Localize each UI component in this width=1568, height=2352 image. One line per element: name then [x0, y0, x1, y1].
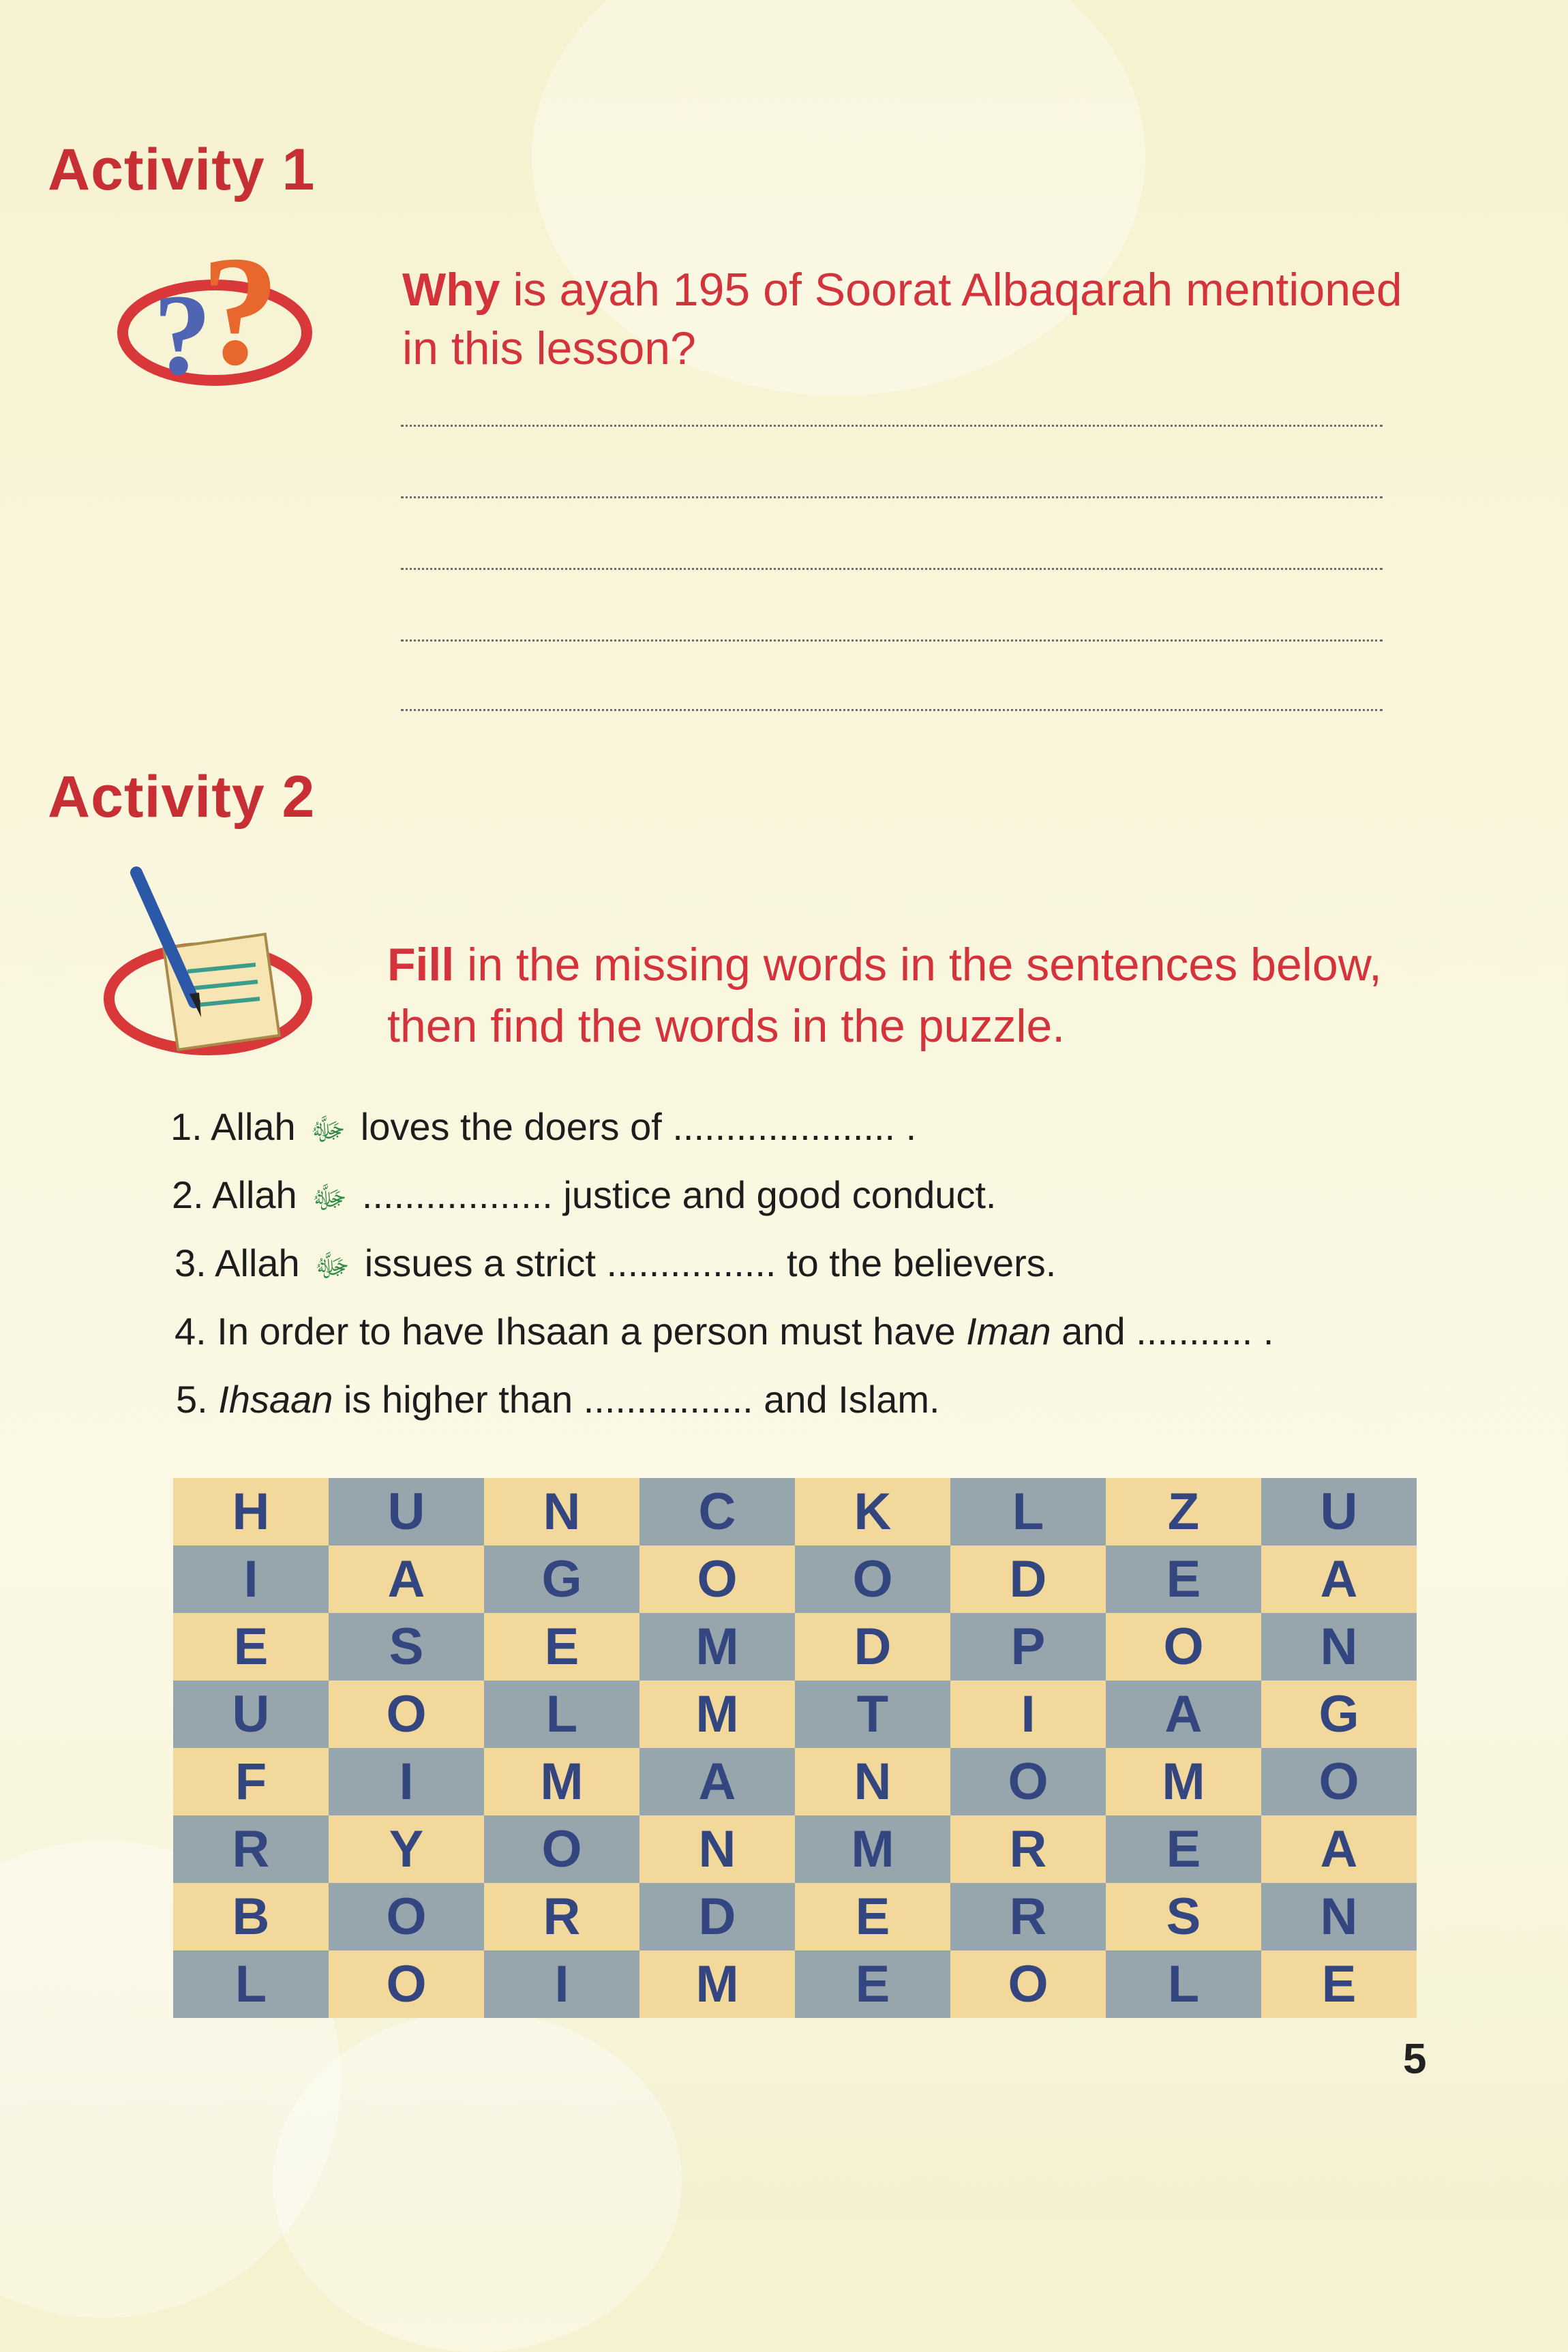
- puzzle-cell[interactable]: R: [484, 1883, 639, 1950]
- puzzle-cell[interactable]: L: [950, 1478, 1106, 1546]
- answer-line[interactable]: [401, 709, 1383, 711]
- puzzle-cell[interactable]: A: [1106, 1680, 1261, 1748]
- puzzle-cell[interactable]: M: [484, 1748, 639, 1815]
- puzzle-cell[interactable]: L: [484, 1680, 639, 1748]
- puzzle-cell[interactable]: Z: [1106, 1478, 1261, 1546]
- puzzle-cell[interactable]: B: [173, 1883, 329, 1950]
- puzzle-cell[interactable]: O: [950, 1748, 1106, 1815]
- puzzle-cell[interactable]: R: [950, 1883, 1106, 1950]
- puzzle-cell[interactable]: I: [173, 1546, 329, 1613]
- sentence-3: [175, 1241, 1056, 1292]
- activity-2-title: Activity 2: [48, 764, 316, 830]
- background-cloud: [273, 2011, 682, 2352]
- puzzle-cell[interactable]: E: [1106, 1815, 1261, 1883]
- puzzle-cell[interactable]: A: [639, 1748, 795, 1815]
- page-number: 5: [1403, 2036, 1427, 2083]
- puzzle-cell[interactable]: O: [639, 1546, 795, 1613]
- puzzle-cell[interactable]: U: [1261, 1478, 1417, 1546]
- puzzle-cell[interactable]: K: [795, 1478, 950, 1546]
- puzzle-cell[interactable]: S: [329, 1613, 484, 1680]
- puzzle-cell[interactable]: E: [795, 1950, 950, 2018]
- activity-1-title: Activity 1: [48, 137, 316, 202]
- puzzle-cell[interactable]: A: [329, 1546, 484, 1613]
- puzzle-cell[interactable]: G: [1261, 1680, 1417, 1748]
- honorific-glyph: ﷻ: [314, 1248, 350, 1283]
- honorific-glyph: ﷻ: [310, 1111, 346, 1147]
- sentence-number: 5.: [176, 1378, 219, 1421]
- puzzle-cell[interactable]: I: [329, 1748, 484, 1815]
- puzzle-cell[interactable]: M: [639, 1613, 795, 1680]
- puzzle-cell[interactable]: M: [795, 1815, 950, 1883]
- puzzle-cell[interactable]: R: [950, 1815, 1106, 1883]
- puzzle-cell[interactable]: I: [950, 1680, 1106, 1748]
- sentence-2: [172, 1173, 997, 1224]
- puzzle-cell[interactable]: O: [1261, 1748, 1417, 1815]
- puzzle-cell[interactable]: N: [795, 1748, 950, 1815]
- puzzle-cell[interactable]: O: [795, 1546, 950, 1613]
- puzzle-cell[interactable]: U: [329, 1478, 484, 1546]
- svg-text:?: ?: [153, 271, 211, 399]
- answer-line[interactable]: [401, 425, 1383, 427]
- puzzle-cell[interactable]: D: [795, 1613, 950, 1680]
- puzzle-cell[interactable]: U: [173, 1680, 329, 1748]
- puzzle-cell[interactable]: O: [329, 1950, 484, 2018]
- puzzle-cell[interactable]: E: [795, 1883, 950, 1950]
- puzzle-cell[interactable]: M: [1106, 1748, 1261, 1815]
- sentence-text: and ........... .: [1051, 1310, 1274, 1353]
- sentence-text: loves the doers of ..................... .: [350, 1105, 917, 1148]
- puzzle-cell[interactable]: I: [484, 1950, 639, 2018]
- sentence-1: [170, 1104, 916, 1156]
- puzzle-cell[interactable]: E: [484, 1613, 639, 1680]
- puzzle-cell[interactable]: E: [173, 1613, 329, 1680]
- instruction-text: in the missing words in the sentences below, then find the words in the puzzle.: [387, 939, 1382, 1052]
- puzzle-cell[interactable]: S: [1106, 1883, 1261, 1950]
- puzzle-cell[interactable]: M: [639, 1950, 795, 2018]
- puzzle-cell[interactable]: L: [1106, 1950, 1261, 2018]
- puzzle-cell[interactable]: A: [1261, 1546, 1417, 1613]
- honorific-glyph: ﷻ: [312, 1179, 348, 1215]
- svg-text:?: ?: [201, 224, 280, 397]
- puzzle-cell[interactable]: N: [484, 1478, 639, 1546]
- question-marks-icon: [112, 217, 317, 401]
- sentence-text: is higher than ................ and Islam.: [333, 1378, 940, 1421]
- sentence-text: 3. Allah: [175, 1241, 311, 1284]
- puzzle-cell[interactable]: D: [639, 1883, 795, 1950]
- puzzle-cell[interactable]: C: [639, 1478, 795, 1546]
- puzzle-cell[interactable]: N: [1261, 1883, 1417, 1950]
- sentence-4: [175, 1309, 1273, 1353]
- puzzle-cell[interactable]: N: [639, 1815, 795, 1883]
- answer-line[interactable]: [401, 568, 1383, 570]
- puzzle-cell[interactable]: O: [1106, 1613, 1261, 1680]
- pen-paper-icon: [99, 866, 324, 1070]
- activity-2-instruction: [387, 934, 1410, 1057]
- puzzle-cell[interactable]: O: [484, 1815, 639, 1883]
- puzzle-cell[interactable]: G: [484, 1546, 639, 1613]
- puzzle-cell[interactable]: M: [639, 1680, 795, 1748]
- word-search-grid[interactable]: [173, 1478, 1417, 2018]
- puzzle-cell[interactable]: E: [1106, 1546, 1261, 1613]
- answer-line[interactable]: [401, 639, 1383, 642]
- sentence-italic: Ihsaan: [218, 1378, 333, 1421]
- sentence-text: issues a strict ................ to the believers.: [354, 1241, 1057, 1284]
- sentence-text: 2. Allah: [172, 1173, 308, 1216]
- sentence-5: [176, 1377, 940, 1421]
- puzzle-cell[interactable]: H: [173, 1478, 329, 1546]
- puzzle-cell[interactable]: E: [1261, 1950, 1417, 2018]
- puzzle-cell[interactable]: A: [1261, 1815, 1417, 1883]
- activity-1-question: [402, 260, 1425, 378]
- instruction-lead: Fill: [387, 939, 455, 991]
- question-lead: Why: [402, 264, 500, 316]
- sentence-text: 1. Allah: [170, 1105, 307, 1148]
- puzzle-cell[interactable]: Y: [329, 1815, 484, 1883]
- puzzle-cell[interactable]: L: [173, 1950, 329, 2018]
- puzzle-cell[interactable]: D: [950, 1546, 1106, 1613]
- puzzle-cell[interactable]: F: [173, 1748, 329, 1815]
- sentence-italic: Iman: [966, 1310, 1051, 1353]
- puzzle-cell[interactable]: R: [173, 1815, 329, 1883]
- puzzle-cell[interactable]: O: [329, 1680, 484, 1748]
- puzzle-cell[interactable]: P: [950, 1613, 1106, 1680]
- question-text: is ayah 195 of Soorat Albaqarah mentioned in this lesson?: [402, 264, 1402, 374]
- sentence-text: 4. In order to have Ihsaan a person must have: [175, 1310, 967, 1353]
- puzzle-cell[interactable]: N: [1261, 1613, 1417, 1680]
- answer-line[interactable]: [401, 496, 1383, 498]
- puzzle-cell[interactable]: O: [329, 1883, 484, 1950]
- puzzle-cell[interactable]: T: [795, 1680, 950, 1748]
- puzzle-cell[interactable]: O: [950, 1950, 1106, 2018]
- sentence-text: .................. justice and good conduct.: [351, 1173, 997, 1216]
